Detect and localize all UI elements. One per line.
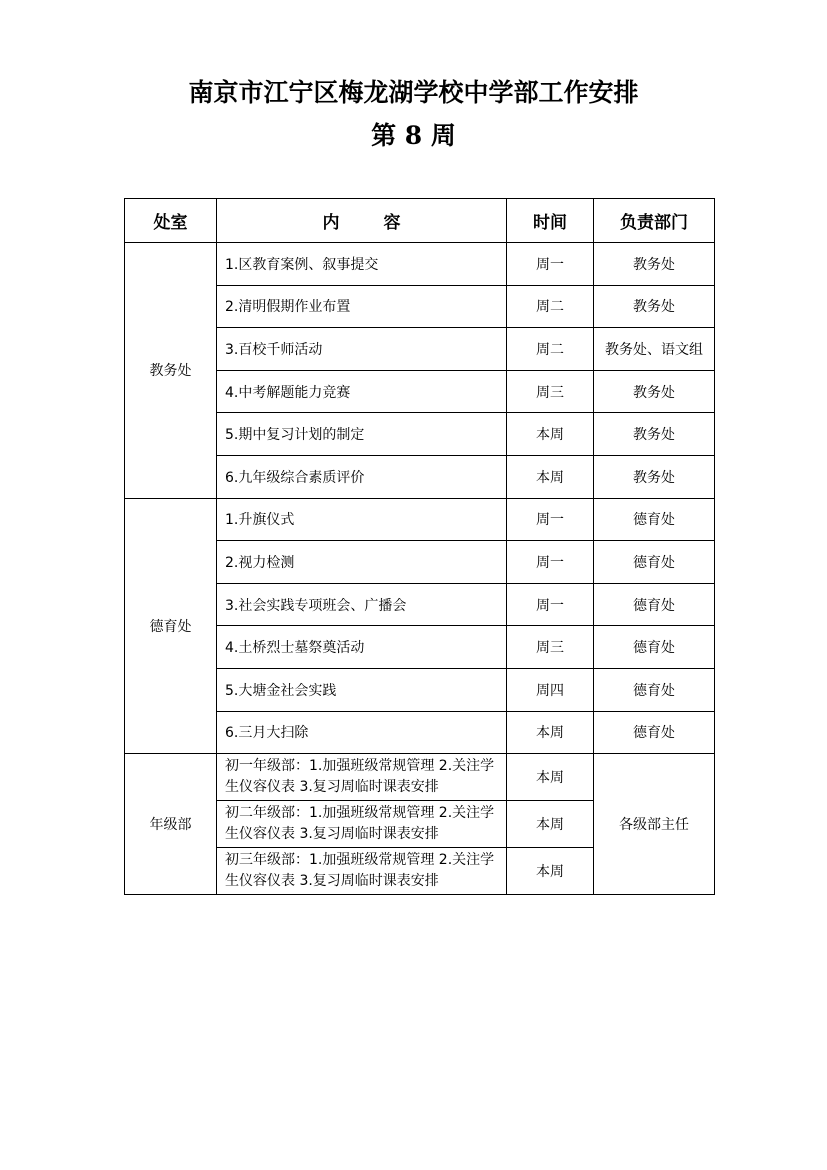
dept-cell: 德育处 bbox=[594, 626, 715, 669]
dept-cell: 教务处、语文组 bbox=[594, 328, 715, 371]
table-header-row bbox=[125, 199, 715, 243]
content-cell: 3.社会实践专项班会、广播会 bbox=[217, 583, 507, 626]
time-cell: 本周 bbox=[507, 848, 594, 895]
time-cell: 本周 bbox=[507, 455, 594, 498]
schedule-table bbox=[124, 198, 715, 895]
content-cell: 6.三月大扫除 bbox=[217, 711, 507, 754]
content-cell: 5.大塘金社会实践 bbox=[217, 668, 507, 711]
time-cell: 周一 bbox=[507, 243, 594, 286]
dept-cell: 德育处 bbox=[594, 541, 715, 584]
time-cell: 周二 bbox=[507, 285, 594, 328]
content-cell: 2.视力检测 bbox=[217, 541, 507, 584]
dept-cell: 德育处 bbox=[594, 583, 715, 626]
content-cell: 4.土桥烈士墓祭奠活动 bbox=[217, 626, 507, 669]
header-office: 处室 bbox=[125, 199, 217, 243]
dept-cell: 德育处 bbox=[594, 498, 715, 541]
content-cell: 1.升旗仪式 bbox=[217, 498, 507, 541]
header-dept: 负责部门 bbox=[594, 199, 715, 243]
content-cell: 1.区教育案例、叙事提交 bbox=[217, 243, 507, 286]
time-cell: 本周 bbox=[507, 711, 594, 754]
content-cell: 5.期中复习计划的制定 bbox=[217, 413, 507, 456]
header-content-right: 容 bbox=[383, 213, 401, 233]
header-time: 时间 bbox=[507, 199, 594, 243]
page-title: 南京市江宁区梅龙湖学校中学部工作安排 bbox=[188, 78, 639, 107]
dept-cell: 教务处 bbox=[594, 455, 715, 498]
time-cell: 周一 bbox=[507, 583, 594, 626]
dept-cell: 教务处 bbox=[594, 370, 715, 413]
content-cell: 4.中考解题能力竞赛 bbox=[217, 370, 507, 413]
time-cell: 周三 bbox=[507, 626, 594, 669]
office-cell-academic: 教务处 bbox=[125, 243, 217, 499]
office-cell-grade: 年级部 bbox=[125, 754, 217, 895]
dept-cell: 教务处 bbox=[594, 285, 715, 328]
time-cell: 周二 bbox=[507, 328, 594, 371]
time-cell: 本周 bbox=[507, 413, 594, 456]
table-row bbox=[125, 498, 715, 541]
dept-cell: 德育处 bbox=[594, 668, 715, 711]
time-cell: 本周 bbox=[507, 754, 594, 801]
week-number: 第 8 周 bbox=[371, 121, 456, 150]
header-content-left: 内 bbox=[322, 213, 340, 233]
dept-cell: 德育处 bbox=[594, 711, 715, 754]
header-content bbox=[217, 199, 507, 243]
dept-cell: 教务处 bbox=[594, 243, 715, 286]
content-cell: 初一年级部：1.加强班级常规管理 2.关注学生仪容仪表 3.复习周临时课表安排 bbox=[217, 754, 507, 801]
time-cell: 周一 bbox=[507, 498, 594, 541]
content-cell: 初三年级部：1.加强班级常规管理 2.关注学生仪容仪表 3.复习周临时课表安排 bbox=[217, 848, 507, 895]
dept-cell: 教务处 bbox=[594, 413, 715, 456]
content-cell: 初二年级部：1.加强班级常规管理 2.关注学生仪容仪表 3.复习周临时课表安排 bbox=[217, 801, 507, 848]
time-cell: 周三 bbox=[507, 370, 594, 413]
dept-cell-grade: 各级部主任 bbox=[594, 754, 715, 895]
content-cell: 6.九年级综合素质评价 bbox=[217, 455, 507, 498]
time-cell: 周四 bbox=[507, 668, 594, 711]
office-cell-moral: 德育处 bbox=[125, 498, 217, 754]
content-cell: 3.百校千师活动 bbox=[217, 328, 507, 371]
content-cell: 2.清明假期作业布置 bbox=[217, 285, 507, 328]
time-cell: 周一 bbox=[507, 541, 594, 584]
table-row bbox=[125, 754, 715, 801]
table-row bbox=[125, 243, 715, 286]
time-cell: 本周 bbox=[507, 801, 594, 848]
